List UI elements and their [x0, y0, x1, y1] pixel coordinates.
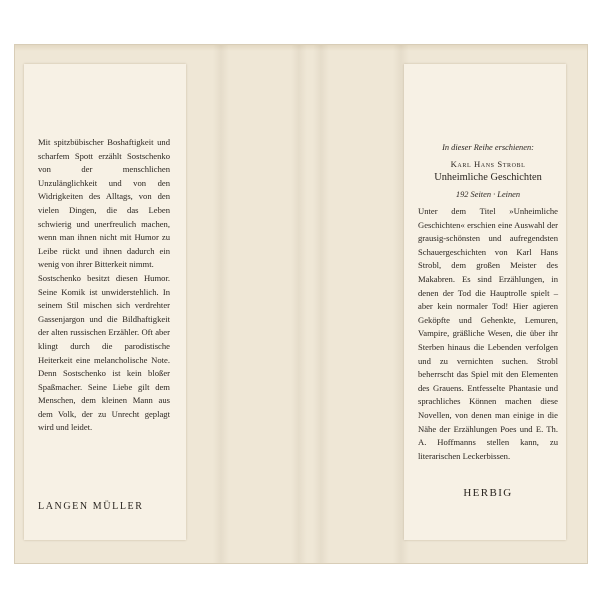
jacket-fold — [313, 45, 329, 563]
left-flap-paragraph: Mit spitzbübischer Boshaftigkeit und scharfem Spott erzählt Sostschenko von der menschlichen Unzulänglichkeit und von den Widrigkeiten des Alltags, von den vielen Dingen, die das Leben schwierig und unerfreulich machen, wenn man ihnen nicht mit Humor zu Leibe rückt und ihnen dadurch ein wenig von ihrer Bitterkeit nimmt. — [38, 137, 170, 270]
jacket-fold — [213, 45, 229, 563]
publisher-imprint-right: HERBIG — [463, 487, 513, 499]
book-description — [418, 205, 558, 463]
book-details: 192 Seiten · Leinen — [455, 190, 521, 199]
series-heading: In dieser Reihe erschienen: — [442, 143, 534, 152]
book-title: Unheimliche Geschichten — [434, 172, 542, 183]
jacket-fold — [291, 45, 307, 563]
left-flap-text — [38, 136, 170, 435]
left-flap-paragraph: Sostschenko besitzt diesen Humor. Seine Komik ist unwiderstehlich. In seinem Stil mischen sich verdrehter Gassenjargon und die Bildhaftigkeit der alten russischen Erzähler. Oft aber klingt durch die parodistische Heiterkeit eine melancholische Note. Denn Sostschenko ist kein bloßer Spaßmacher. Seine Liebe gilt dem Menschen, dem kleinen Mann aus dem Volk, der zu Unrecht geplagt wird und leidet. — [38, 272, 170, 433]
author-name: Karl Hans Strobl — [450, 159, 526, 169]
description-paragraph: Unter dem Titel »Unheimliche Geschichten« erschien eine Auswahl der grausig-schönsten und aufregendsten Schauergeschichten von Karl Hans Strobl, dem großen Meister des Makabren. Es sind Erzählungen, in denen der Tod die Hauptrolle spielt – aber kein normaler Tod! Hier agieren Geköpfte und Gehenkte, Lemuren, Vampire, gräßliche Wesen, die über ihr Sterben hinaus die Lebenden verfolgen und zu vernichten suchen. Strobl beherrscht das Spiel mit den Elementen des Grauens. Entfesselte Phantasie und sprachliches Können machen diese Novellen, von denen man einige in die Nähe der Erzählungen Poes und E. Th. A. Hoffmanns stellen kann, zu literarischen Leckerbissen. — [418, 206, 558, 461]
publisher-imprint-left: LANGEN MÜLLER — [38, 501, 144, 512]
